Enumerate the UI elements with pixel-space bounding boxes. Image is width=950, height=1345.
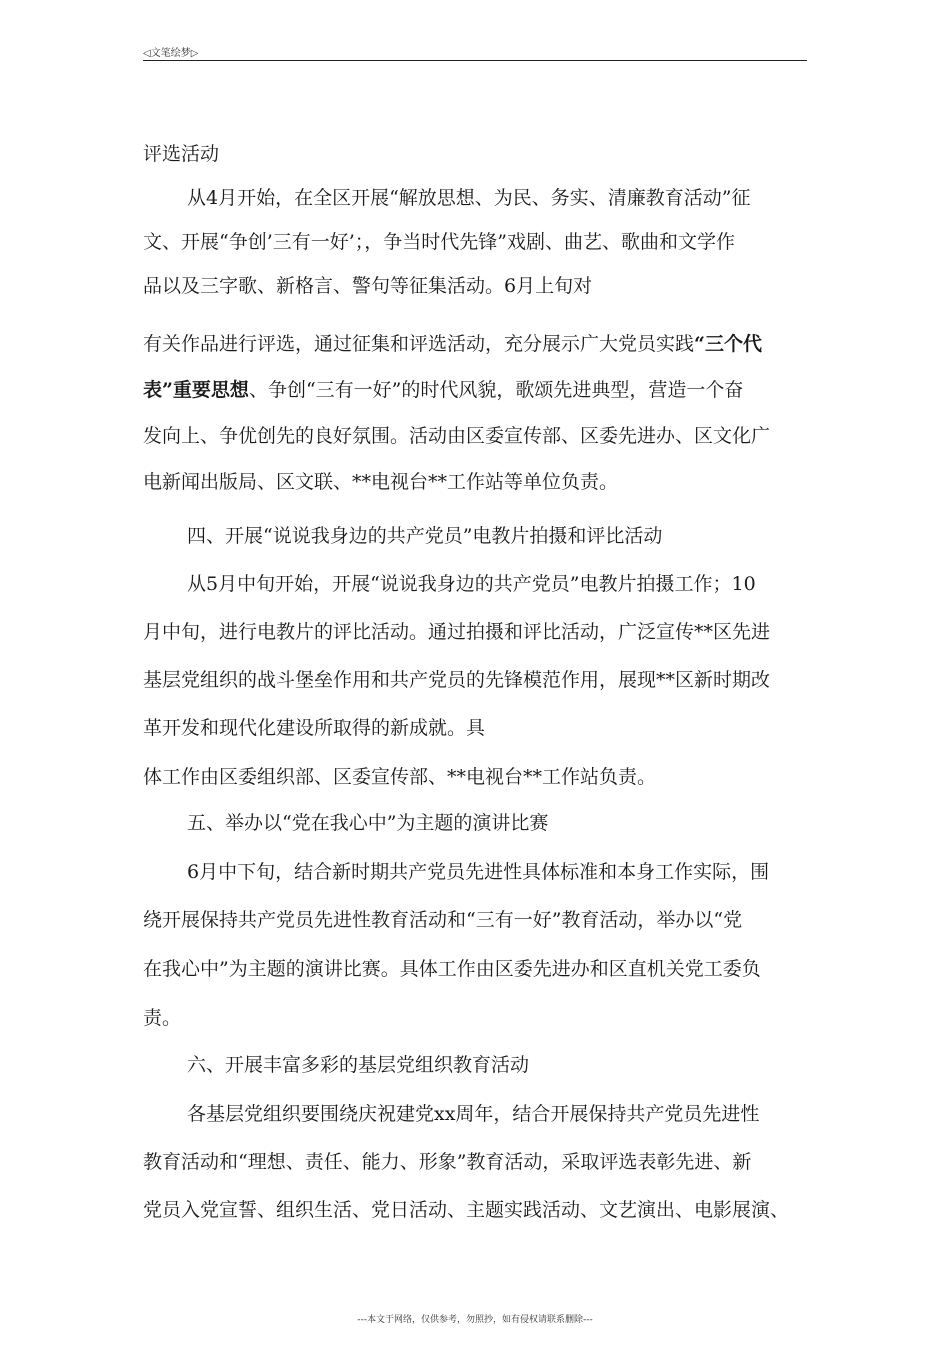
- body-line: 文、开展“争创’三有一好’；，争当时代先锋”戏剧、曲艺、歌曲和文学作: [143, 231, 736, 253]
- header-rule: [143, 60, 807, 61]
- body-line: 品以及三字歌、新格言、警句等征集活动。6月上旬对: [143, 275, 593, 297]
- body-line: 电新闻出版局、区文联、**电视台**工作站等单位负责。: [143, 471, 619, 493]
- section-heading: 六、开展丰富多彩的基层党组织教育活动: [187, 1054, 530, 1076]
- page-footer: ---本文于网络，仅供参考，勿照抄，如有侵权请联系删除---: [357, 1315, 593, 1325]
- body-line: 发向上、争优创先的良好氛围。活动由区委宣传部、区委先进办、区文化广: [143, 425, 771, 447]
- body-line: [143, 378, 743, 402]
- body-text-span: 有关作品进行评选，通过征集和评选活动，充分展示广大党员实践: [143, 333, 695, 355]
- emphasis-text: “三个代: [694, 333, 762, 355]
- body-line: 6月中下旬，结合新时期共产党员先进性具体标准和本身工作实际，围: [187, 861, 770, 883]
- body-line: 各基层党组织要围绕庆祝建党xx周年，结合开展保持共产党员先进性: [187, 1103, 760, 1125]
- body-line: 从5月中旬开始，开展“说说我身边的共产党员”电教片拍摄工作；10: [187, 573, 756, 595]
- body-line: 绕开展保持共产党员先进性教育活动和“三有一好”教育活动，举办以“党: [143, 909, 743, 931]
- body-line: 责。: [143, 1007, 182, 1029]
- body-line: 从4月开始，在全区开展“解放思想、为民、务实、清廉教育活动”征: [187, 187, 751, 209]
- emphasis-text: 表”重要思想: [143, 379, 249, 401]
- body-line: 革开发和现代化建设所取得的新成就。具: [143, 717, 486, 739]
- body-line: 月中旬，进行电教片的评比活动。通过拍摄和评比活动，广泛宣传**区先进: [143, 621, 771, 643]
- body-line: 党员入党宣誓、组织生活、党日活动、主题实践活动、文艺演出、电影展演、: [143, 1199, 790, 1221]
- body-line: 基层党组织的战斗堡垒作用和共产党员的先锋模范作用，展现**区新时期改: [143, 669, 771, 691]
- body-line: [143, 332, 762, 356]
- section-heading: 四、开展“说说我身边的共产党员”电教片拍摄和评比活动: [187, 525, 663, 547]
- body-text-span: 、争创“三有一好”的时代风貌，歌颂先进典型，营造一个奋: [248, 379, 744, 401]
- section-heading: 五、举办以“党在我心中”为主题的演讲比赛: [187, 812, 549, 834]
- body-line: 在我心中”为主题的演讲比赛。具体工作由区委先进办和区直机关党工委负: [143, 958, 761, 980]
- body-line: 体工作由区委组织部、区委宣传部、**电视台**工作站负责。: [143, 766, 657, 788]
- body-line: 评选活动: [143, 143, 220, 165]
- body-line: 教育活动和“理想、责任、能力、形象”教育活动，采取评选表彰先进、新: [143, 1151, 752, 1173]
- header-logo-text: ◁文笔绘梦▷: [143, 48, 199, 59]
